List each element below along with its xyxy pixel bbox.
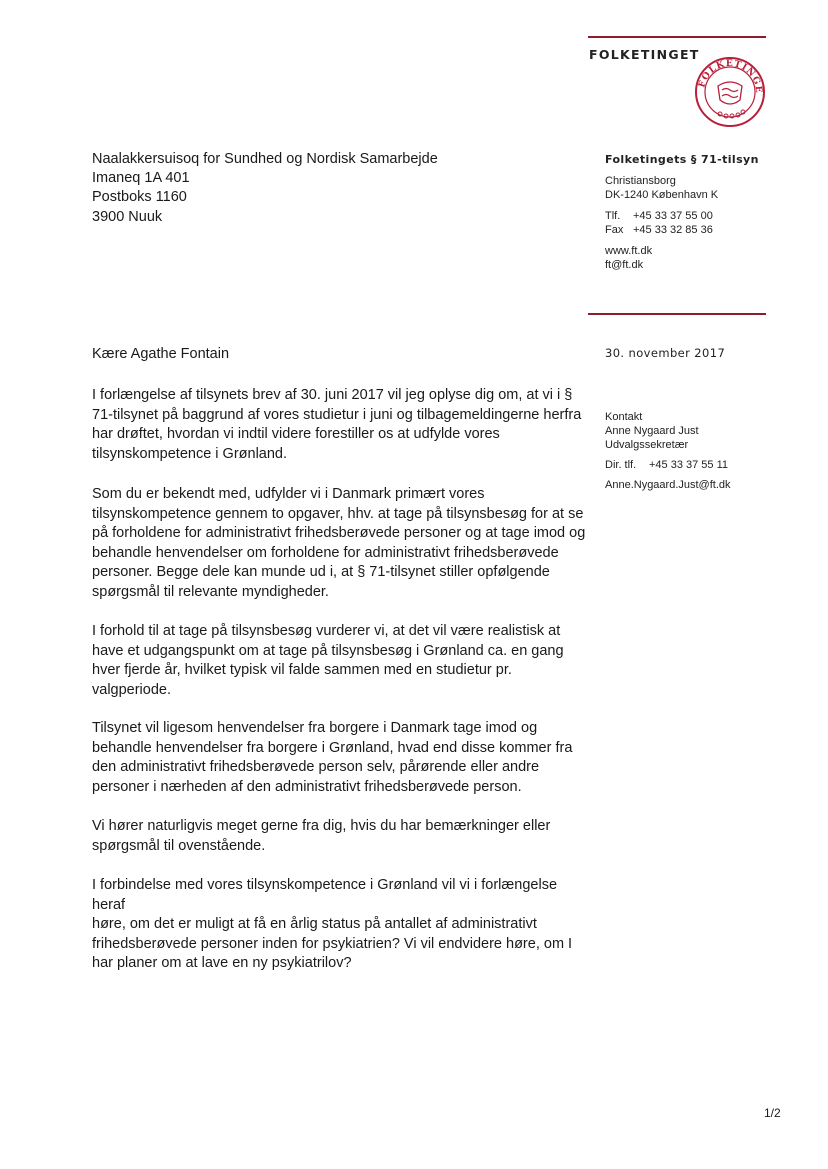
- paragraph-line: har planer om at lave en ny psykiatrilov?: [92, 955, 352, 972]
- sender-rule: [588, 313, 766, 315]
- paragraph-line: spørgsmål til relevante myndigheder.: [92, 583, 329, 600]
- sender-address: [605, 174, 718, 202]
- page-number: 1/2: [764, 1106, 781, 1120]
- sender-title: Folketingets § 71-tilsyn: [605, 153, 759, 166]
- contact-phone-value: +45 33 37 55 11: [649, 459, 729, 471]
- contact-name: Anne Nygaard Just: [605, 425, 699, 437]
- greeting: Kære Agathe Fontain: [92, 346, 230, 362]
- paragraph-line: høre, om det er muligt at få en årlig status på antallet af administrativt: [92, 916, 537, 933]
- paragraph-line: personer i nærheden af den administrativt frihedsberøvede person.: [92, 778, 522, 795]
- paragraph-3: [92, 622, 592, 700]
- contact-block: [605, 410, 731, 492]
- sender-address-line: Christiansborg: [605, 175, 676, 187]
- fax-row: [605, 223, 713, 237]
- sender-address-line: DK-1240 København K: [605, 189, 719, 201]
- paragraph-line: I forbindelse med vores tilsynskompetence i Grønland vil vi i forlængelse heraf: [92, 877, 558, 913]
- paragraph-line: I forlængelse af tilsynets brev af 30. juni 2017 vil jeg oplyse dig om, at vi i §: [92, 387, 573, 403]
- paragraph-line: I forhold til at tage på tilsynsbesøg vurderer vi, at det vil være realistisk at: [92, 623, 561, 639]
- paragraph-line: Tilsynet vil ligesom henvendelser fra borgere i Danmark tage imod og: [92, 720, 538, 736]
- recipient-address: [92, 150, 438, 227]
- sender-phones: [605, 209, 713, 237]
- folketinget-seal-icon: [694, 56, 766, 128]
- paragraph-line: valgperiode.: [92, 681, 171, 698]
- sender-web: [605, 244, 652, 272]
- paragraph-line: tilsynskompetence gennem to opgaver, hhv. at tage på tilsynsbesøg for at se: [92, 505, 584, 522]
- contact-phone-row: [605, 458, 731, 472]
- paragraph-1: [92, 386, 592, 464]
- recipient-line: Postboks 1160: [92, 189, 187, 205]
- paragraph-line: behandle henvendelser om forholdene for administrativt frihedsberøvede: [92, 544, 559, 561]
- recipient-line: Naalakkersuisoq for Sundhed og Nordisk Samarbejde: [92, 151, 438, 167]
- paragraph-6: [92, 876, 592, 974]
- paragraph-line: have et udgangspunkt om at tage på tilsynsbesøg i Grønland ca. en gang: [92, 642, 564, 659]
- paragraph-5: [92, 817, 592, 856]
- svg-text:FOLKETINGET: FOLKETINGE: [697, 58, 764, 95]
- paragraph-line: behandle henvendelser fra borgere i Grønland, hvad end disse kommer fra: [92, 739, 573, 756]
- paragraph-line: personer. Begge dele kan munde ud i, at § 71-tilsynet stiller opfølgende: [92, 564, 550, 581]
- contact-label: Kontakt: [605, 411, 643, 423]
- brand-name: FOLKETINGET: [589, 47, 700, 62]
- contact-email[interactable]: Anne.Nygaard.Just@ft.dk: [605, 479, 731, 491]
- paragraph-4: [92, 719, 592, 797]
- paragraph-line: Vi hører naturligvis meget gerne fra dig, hvis du har bemærkninger eller: [92, 818, 551, 834]
- phone-label: Tlf.: [605, 210, 621, 222]
- paragraph-line: Som du er bekendt med, udfylder vi i Danmark primært vores: [92, 486, 485, 502]
- paragraph-2: [92, 485, 592, 603]
- header-rule: [588, 36, 766, 38]
- fax-value: +45 33 32 85 36: [633, 224, 713, 236]
- paragraph-line: tilsynskompetence i Grønland.: [92, 445, 288, 462]
- contact-role: Udvalgssekretær: [605, 439, 689, 451]
- recipient-line: Imaneq 1A 401: [92, 170, 190, 186]
- phone-value: +45 33 37 55 00: [633, 210, 713, 222]
- recipient-line: 3900 Nuuk: [92, 209, 163, 225]
- paragraph-line: 71-tilsynet på baggrund af vores studietur i juni og tilbagemeldingerne herfra: [92, 406, 582, 423]
- email-link[interactable]: ft@ft.dk: [605, 259, 644, 271]
- fax-label: Fax: [605, 224, 624, 236]
- paragraph-line: har drøftet, hvordan vi indtil videre forestiller os at udfylde vores: [92, 426, 500, 443]
- phone-row: [605, 209, 713, 223]
- paragraph-line: frihedsberøvede personer inden for psykiatrien? Vi vil endvidere høre, om I: [92, 935, 573, 952]
- contact-phone-label: Dir. tlf.: [605, 459, 637, 471]
- letter-date: 30. november 2017: [605, 346, 726, 360]
- paragraph-line: på forholdene for administrativt frihedsberøvede personer og at tage imod og: [92, 525, 586, 542]
- paragraph-line: spørgsmål til ovenstående.: [92, 837, 266, 854]
- web-link[interactable]: www.ft.dk: [605, 245, 653, 257]
- paragraph-line: den administrativt frihedsberøvede person selv, pårørende eller andre: [92, 759, 540, 776]
- paragraph-line: hver fjerde år, hvilket typisk vil falde sammen med en studietur pr.: [92, 662, 512, 679]
